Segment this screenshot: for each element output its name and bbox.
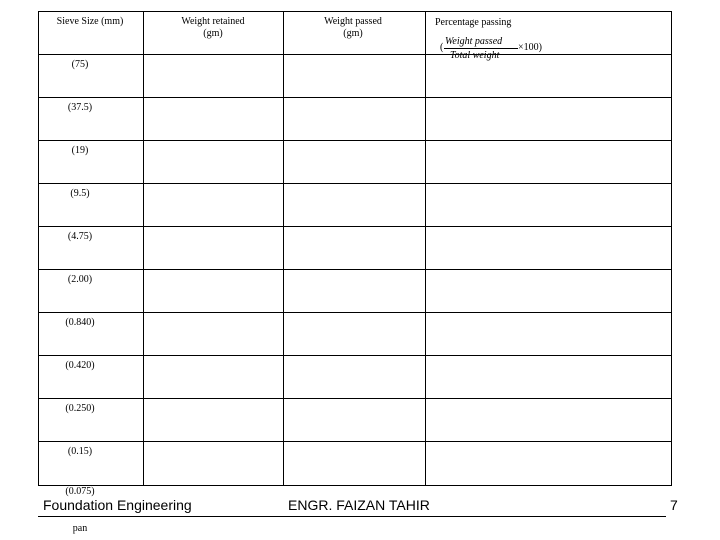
- row-divider: [38, 441, 672, 442]
- sieve-size-cell: (0.840): [65, 317, 95, 328]
- row-divider: [38, 97, 672, 98]
- percentage-formula: [440, 36, 555, 64]
- formula-multiplier: ×100): [518, 42, 542, 53]
- header-weight-retained: [163, 16, 263, 40]
- header-percentage-passing-label: Percentage passing: [435, 17, 512, 28]
- sieve-size-cell: (0.075): [65, 486, 95, 497]
- header-percentage-passing: [435, 17, 535, 29]
- sieve-size-cell: pan: [72, 523, 88, 534]
- header-weight-retained-unit: (gm): [203, 28, 223, 39]
- formula-numerator: Weight passed: [445, 36, 503, 47]
- sieve-size-cell: (9.5): [70, 188, 90, 199]
- row-divider: [38, 355, 672, 356]
- formula-open-paren: (: [440, 42, 444, 53]
- sieve-size-cell: (0.15): [67, 446, 93, 457]
- footer-page-number: 7: [670, 497, 678, 513]
- column-divider-2: [283, 11, 284, 486]
- row-divider: [38, 183, 672, 184]
- header-sieve-size: [40, 16, 140, 28]
- header-weight-passed: [303, 16, 403, 40]
- sieve-size-cell: (4.75): [67, 231, 93, 242]
- row-divider: [38, 226, 672, 227]
- header-weight-retained-label: Weight retained: [181, 16, 245, 27]
- sieve-size-cell: (19): [71, 145, 89, 156]
- header-weight-passed-unit: (gm): [343, 28, 363, 39]
- column-divider-3: [425, 11, 426, 486]
- sieve-size-cell: (37.5): [67, 102, 93, 113]
- sieve-size-cell: (2.00): [67, 274, 93, 285]
- footer-author: ENGR. FAIZAN TAHIR: [288, 497, 430, 513]
- table-border-top: [38, 11, 672, 12]
- sieve-size-cell: (0.250): [65, 403, 95, 414]
- sieve-size-cell: (0.420): [65, 360, 95, 371]
- row-divider: [38, 140, 672, 141]
- table-border-right: [671, 11, 672, 486]
- header-weight-passed-label: Weight passed: [324, 16, 382, 27]
- row-divider: [38, 312, 672, 313]
- row-divider: [38, 54, 672, 55]
- row-divider: [38, 485, 672, 486]
- footer-rule: [38, 516, 666, 517]
- row-divider: [38, 398, 672, 399]
- row-divider: [38, 269, 672, 270]
- header-sieve-size-label: Sieve Size (mm): [56, 16, 124, 27]
- formula-fraction-bar: [444, 48, 518, 49]
- table-border-left: [38, 11, 39, 486]
- column-divider-1: [143, 11, 144, 486]
- footer-course-title: Foundation Engineering: [43, 497, 192, 513]
- sieve-size-cell: (75): [71, 59, 89, 70]
- formula-denominator: Total weight: [450, 50, 500, 61]
